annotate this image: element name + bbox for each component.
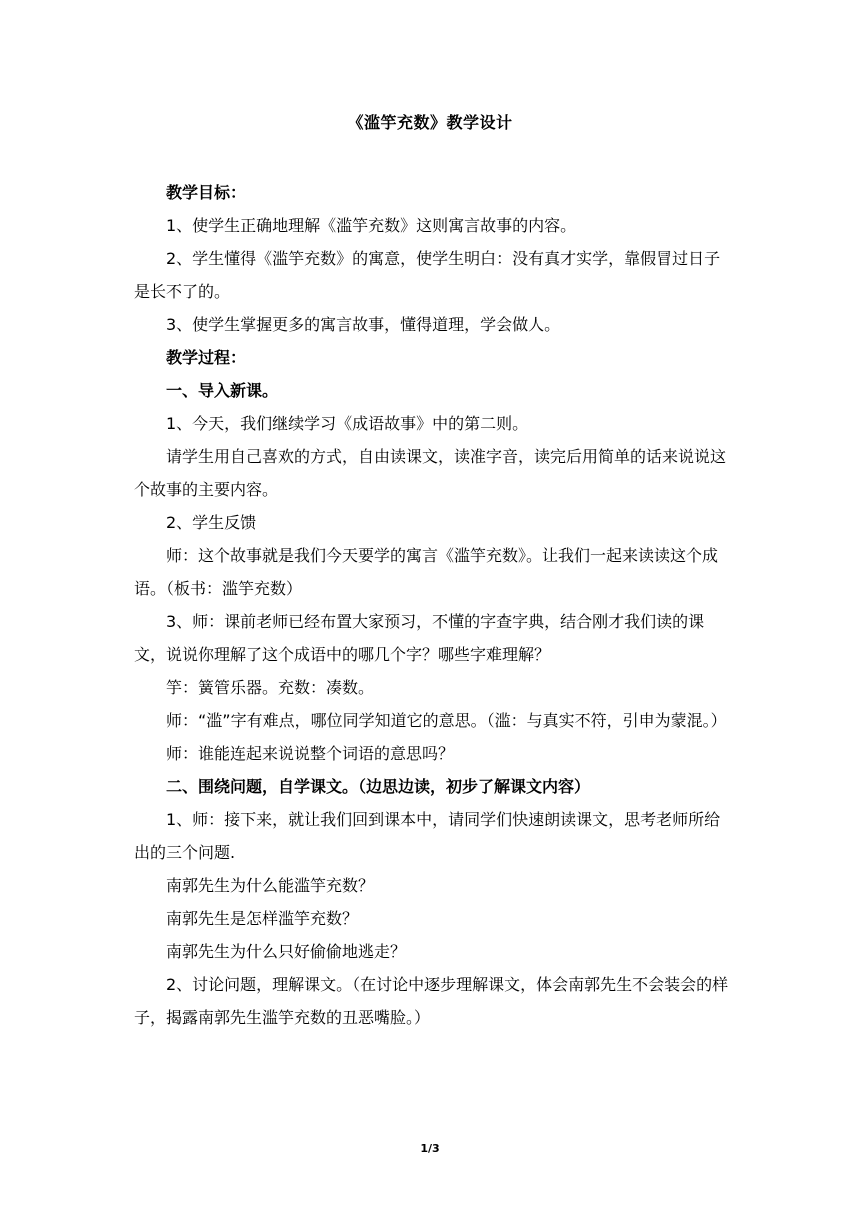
paragraph: 请学生用自己喜欢的方式，自由读课文，读准字音，读完后用简单的话来说说这个故事的主要内容。: [134, 447, 727, 499]
paragraph: 1、师：接下来，就让我们回到课本中，请同学们快速朗读课文，思考老师所给出的三个问题.: [134, 810, 721, 862]
paragraph: 2、讨论问题，理解课文。（在讨论中逐步理解课文，体会南郭先生不会装会的样子，揭露南郭先生滥竽充数的丑恶嘴脸。）: [134, 975, 729, 1027]
paragraph: 竽：簧管乐器。充数：凑数。: [166, 678, 375, 697]
paragraph: 南郭先生为什么只好偷偷地逃走？: [166, 942, 407, 961]
section-heading: 一、导入新课。: [166, 381, 279, 400]
paragraph: 3、使学生掌握更多的寓言故事，懂得道理，学会做人。: [166, 315, 561, 334]
document-title: 《滥竽充数》教学设计: [347, 113, 513, 132]
paragraph: 南郭先生为什么能滥竽充数？: [166, 876, 375, 895]
page-number: 1/3: [420, 1142, 440, 1155]
paragraph: 师：谁能连起来说说整个词语的意思吗？: [166, 744, 455, 763]
paragraph: 1、使学生正确地理解《滥竽充数》这则寓言故事的内容。: [166, 216, 577, 235]
paragraph: 3、师：课前老师已经布置大家预习，不懂的字查字典，结合刚才我们读的课文，说说你理解了这个成语中的哪几个字？哪些字难理解？: [134, 612, 705, 664]
paragraph: 师：这个故事就是我们今天要学的寓言《滥竽充数》。让我们一起来读读这个成语。（板书：滥竽充数）: [134, 546, 719, 598]
paragraph: 1、今天，我们继续学习《成语故事》中的第二则。: [166, 414, 529, 433]
section-heading: 教学过程：: [166, 348, 247, 367]
paragraph: 2、学生懂得《滥竽充数》的寓意，使学生明白：没有真才实学，靠假冒过日子是长不了的。: [134, 249, 721, 301]
paragraph: 2、学生反馈: [166, 513, 257, 532]
section-heading: 教学目标：: [166, 183, 247, 202]
section-heading: 二、围绕问题，自学课文。（边思边读，初步了解课文内容）: [166, 777, 591, 796]
paragraph: 师：“滥”字有难点，哪位同学知道它的意思。（滥：与真实不符，引申为蒙混。）: [166, 711, 727, 730]
document-body: [134, 176, 734, 1034]
paragraph: 南郭先生是怎样滥竽充数？: [166, 909, 359, 928]
